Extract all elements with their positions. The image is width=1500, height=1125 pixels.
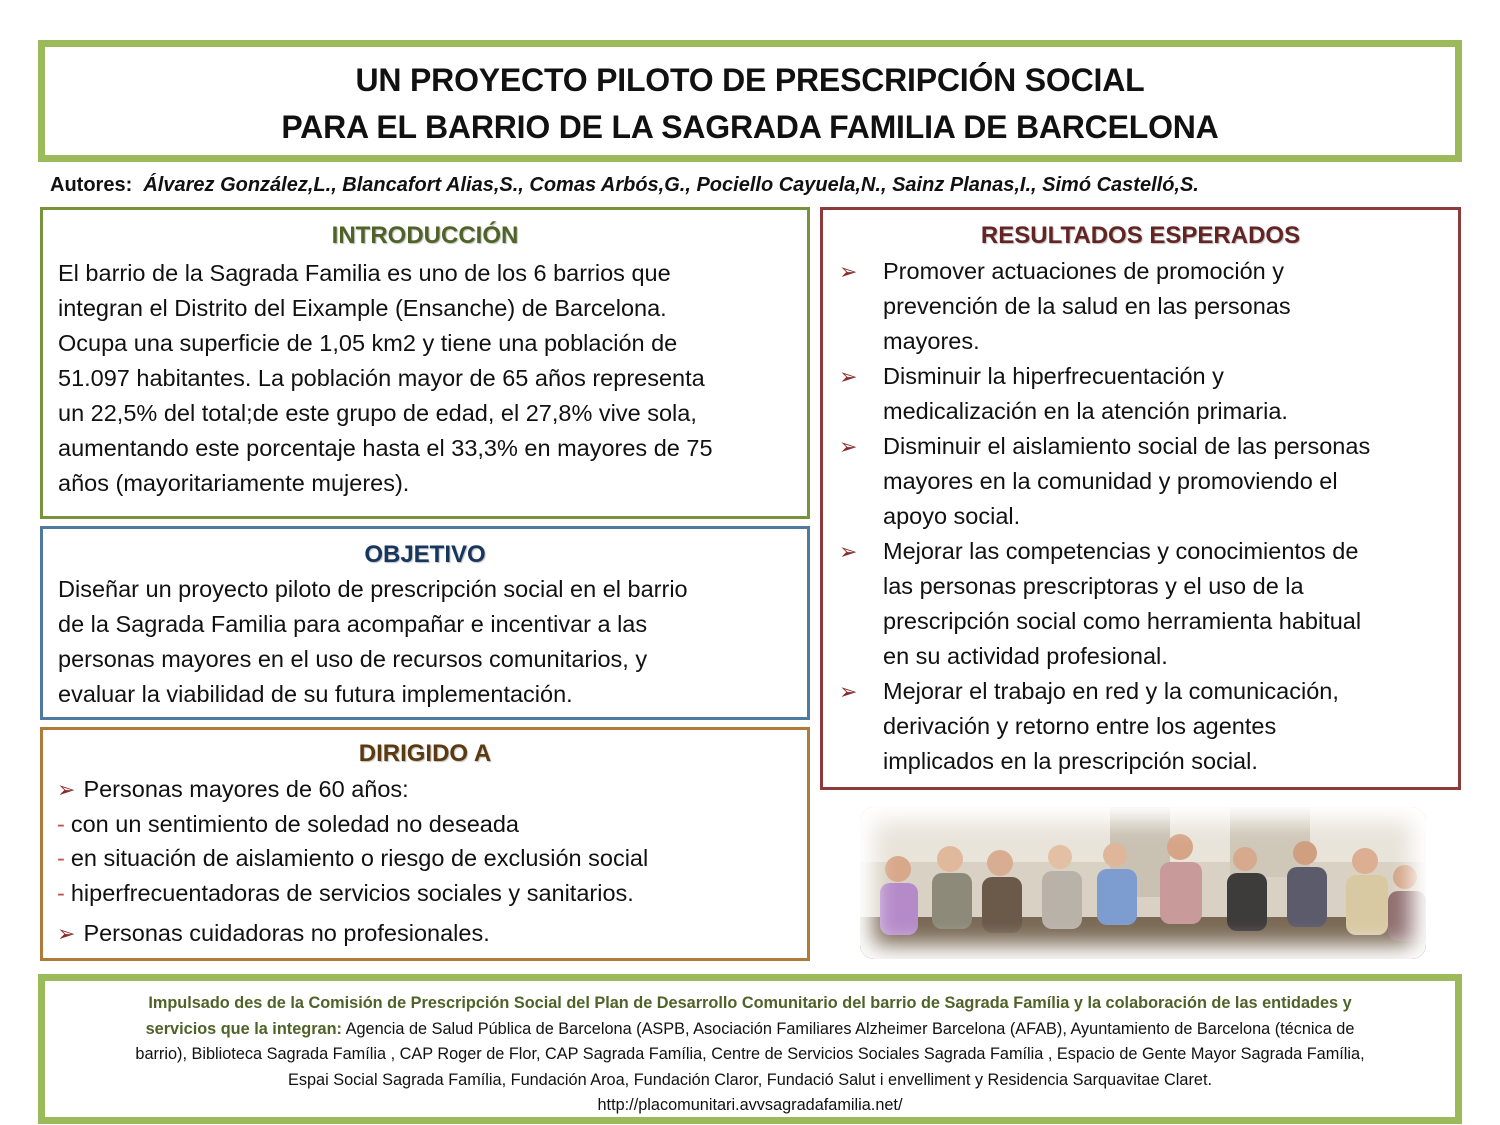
list-item <box>57 920 490 947</box>
list-item-text: Personas cuidadoras no profesionales. <box>83 920 490 946</box>
resultados-section <box>820 207 1461 790</box>
title-line-2: PARA EL BARRIO DE LA SAGRADA FAMILIA DE BARCELONA <box>281 109 1219 145</box>
objetivo-text <box>58 572 803 712</box>
text-line: años (mayoritariamente mujeres). <box>58 470 410 496</box>
list-subitem <box>57 845 648 872</box>
text-line: de la Sagrada Familia para acompañar e incentivar a las <box>58 611 648 637</box>
objetivo-section <box>40 526 810 720</box>
resultado-text <box>883 429 1453 534</box>
text-line: Mejorar el trabajo en red y la comunicación, <box>883 678 1339 704</box>
text-line: 51.097 habitantes. La población mayor de 65 años representa <box>58 365 705 391</box>
resultados-heading: RESULTADOS ESPERADOS <box>980 222 1301 249</box>
photo-vignette <box>860 807 1426 959</box>
text-line: prescripción social como herramienta habitual <box>883 608 1362 634</box>
dash-bullet: - <box>57 880 65 906</box>
footer-url-link[interactable]: http://placomunitari.avvsagradafamilia.net/ <box>597 1096 903 1114</box>
text-line: un 22,5% del total;de este grupo de edad, el 27,8% vive sola, <box>58 400 697 426</box>
text-line: personas mayores en el uso de recursos comunitarios, y <box>58 646 648 672</box>
text-line: mayores en la comunidad y promoviendo el <box>883 468 1338 494</box>
text-line: integran el Distrito del Eixample (Ensanche) de Barcelona. <box>58 295 667 321</box>
arrow-bullet-icon: ➢ <box>839 364 858 389</box>
text-line: en su actividad profesional. <box>883 643 1168 669</box>
text-line: las personas prescriptoras y el uso de la <box>883 573 1304 599</box>
footer-text <box>59 991 1441 1119</box>
text-line: apoyo social. <box>883 503 1021 529</box>
text-line: derivación y retorno entre los agentes <box>883 713 1277 739</box>
footer-line-4: Espai Social Sagrada Família, Fundación Aroa, Fundación Claror, Fundació Salut i envelliment y Residencia Sarquavitae Claret. <box>288 1070 1212 1089</box>
resultado-text <box>883 534 1453 674</box>
arrow-bullet-icon: ➢ <box>839 434 858 459</box>
text-line: implicados en la prescripción social. <box>883 748 1258 774</box>
arrow-bullet-icon: ➢ <box>57 777 76 802</box>
footer-green-line-1: Impulsado des de la Comisión de Prescripción Social del Plan de Desarrollo Comunitario del barrio de Sagrada Família y la colaboración de las entidades y <box>148 994 1352 1012</box>
dirigido-section <box>40 727 810 961</box>
dash-bullet: - <box>57 811 65 837</box>
arrow-bullet-icon: ➢ <box>57 921 76 946</box>
list-subitem-text: hiperfrecuentadoras de servicios sociales y sanitarios. <box>70 880 634 906</box>
resultado-text <box>883 674 1453 779</box>
arrow-bullet-icon: ➢ <box>839 539 858 564</box>
authors-line <box>50 174 1470 197</box>
arrow-bullet-icon: ➢ <box>839 679 858 704</box>
dash-bullet: - <box>57 845 65 871</box>
list-subitem-text: con un sentimiento de soledad no deseada <box>70 811 519 837</box>
list-subitem <box>57 811 519 838</box>
footer-line-2: Agencia de Salud Pública de Barcelona (ASPB, Asociación Familiares Alzheimer Barcelona (AFAB), Ayuntamiento de Barcelona (técnica de <box>341 1019 1355 1038</box>
text-line: prevención de la salud en las personas <box>883 293 1291 319</box>
arrow-bullet-icon: ➢ <box>839 259 858 284</box>
text-line: Disminuir el aislamiento social de las personas <box>883 433 1371 459</box>
list-item-text: Personas mayores de 60 años: <box>83 776 409 802</box>
group-photo <box>860 807 1426 959</box>
text-line: Promover actuaciones de promoción y <box>883 258 1285 284</box>
text-line: mayores. <box>883 328 980 354</box>
footer-box <box>38 974 1462 1124</box>
text-line: medicalización en la atención primaria. <box>883 398 1288 424</box>
title-box <box>38 40 1462 162</box>
resultado-text <box>883 359 1453 429</box>
text-line: Disminuir la hiperfrecuentación y <box>883 363 1224 389</box>
list-subitem-text: en situación de aislamiento o riesgo de exclusión social <box>70 845 649 871</box>
text-line: Mejorar las competencias y conocimientos de <box>883 538 1359 564</box>
text-line: evaluar la viabilidad de su futura implementación. <box>58 681 573 707</box>
text-line: Ocupa una superficie de 1,05 km2 y tiene una población de <box>58 330 678 356</box>
authors-names: Álvarez González,L., Blancafort Alias,S., Comas Arbós,G., Pociello Cayuela,N., Sainz Planas,I., Simó Castelló,S. <box>143 174 1199 196</box>
introduccion-text <box>58 256 803 501</box>
dirigido-heading: DIRIGIDO A <box>358 740 492 767</box>
resultado-text <box>883 254 1453 359</box>
introduccion-section <box>40 207 810 519</box>
authors-label: Autores: <box>50 174 133 196</box>
title-line-1: UN PROYECTO PILOTO DE PRESCRIPCIÓN SOCIAL <box>355 62 1145 98</box>
introduccion-heading: INTRODUCCIÓN <box>331 222 519 249</box>
objetivo-heading: OBJETIVO <box>364 541 486 568</box>
footer-line-3: barrio), Biblioteca Sagrada Família , CAP Roger de Flor, CAP Sagrada Família, Centre de Servicios Sociales Sagrada Família , Espacio de Gente Mayor Sagrada Família, <box>135 1045 1365 1063</box>
list-subitem <box>57 880 634 907</box>
text-line: aumentando este porcentaje hasta el 33,3% en mayores de 75 <box>58 435 713 461</box>
text-line: Diseñar un proyecto piloto de prescripción social en el barrio <box>58 576 688 602</box>
list-item <box>57 776 409 803</box>
text-line: El barrio de la Sagrada Familia es uno de los 6 barrios que <box>58 260 671 286</box>
footer-green-line-2: servicios que la integran: <box>145 1019 342 1038</box>
